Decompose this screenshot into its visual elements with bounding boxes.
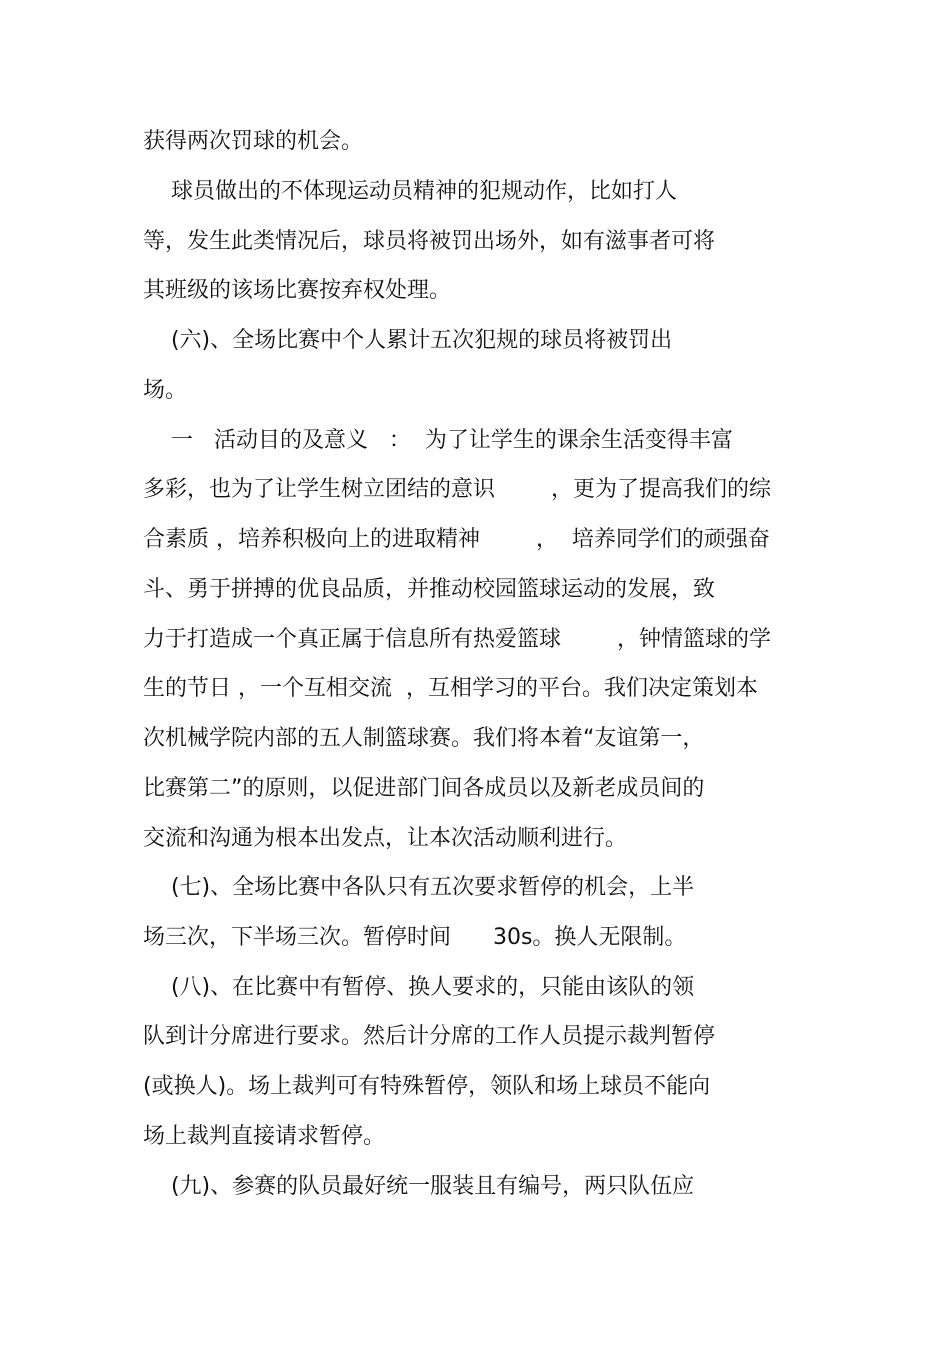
text-line: 合素质 ，培养积极向上的进取精神 ， 培养同学们的顽强奋 — [143, 527, 770, 552]
text-line: 其班级的该场比赛按弃权处理。 — [143, 278, 452, 303]
text-line: 斗、勇于拼搏的优良品质，并推动校园篮球运动的发展，致 — [143, 577, 716, 602]
text-line: 队到计分席进行要求。然后计分席的工作人员提示裁判暂停 — [143, 1024, 716, 1049]
text-line: (九)、参赛的队员最好统一服装且有编号，两只队伍应 — [143, 1174, 695, 1199]
text-line: (八)、在比赛中有暂停、换人要求的，只能由该队的领 — [143, 975, 695, 1000]
text-line: 场。 — [143, 378, 188, 403]
text-line: 球员做出的不体现运动员精神的犯规动作，比如打人 — [143, 179, 677, 204]
text-line: 等，发生此类情况后，球员将被罚出场外，如有滋事者可将 — [143, 229, 716, 254]
text-line: 交流和沟通为根本出发点，让本次活动顺利进行。 — [143, 826, 628, 851]
text-line: (七)、全场比赛中各队只有五次要求暂停的机会，上半 — [143, 875, 695, 900]
text-line: 次机械学院内部的五人制篮球赛。我们将本着“友谊第一， — [143, 726, 705, 751]
text-line: 获得两次罚球的机会。 — [143, 129, 364, 154]
text-line: 生的节日 ，一个互相交流 ，互相学习的平台。我们决定策划本 — [143, 676, 758, 701]
text-line: (或换人)。场上裁判可有特殊暂停，领队和场上球员不能向 — [143, 1074, 711, 1099]
text-line: 一 活动目的及意义 ： 为了让学生的课余生活变得丰富 — [143, 428, 733, 453]
text-line: 多彩，也为了让学生树立团结的意识 ，更为了提高我们的综 — [143, 477, 771, 502]
text-line: 比赛第二”的原则，以促进部门间各成员以及新老成员间的 — [143, 776, 705, 801]
text-line: 力于打造成一个真正属于信息所有热爱篮球 ，钟情篮球的学 — [143, 627, 771, 652]
text-line: 场三次，下半场三次。暂停时间 30s。换人无限制。 — [143, 925, 687, 950]
text-line: (六)、全场比赛中个人累计五次犯规的球员将被罚出 — [143, 328, 673, 353]
text-line: 场上裁判直接请求暂停。 — [143, 1124, 386, 1149]
